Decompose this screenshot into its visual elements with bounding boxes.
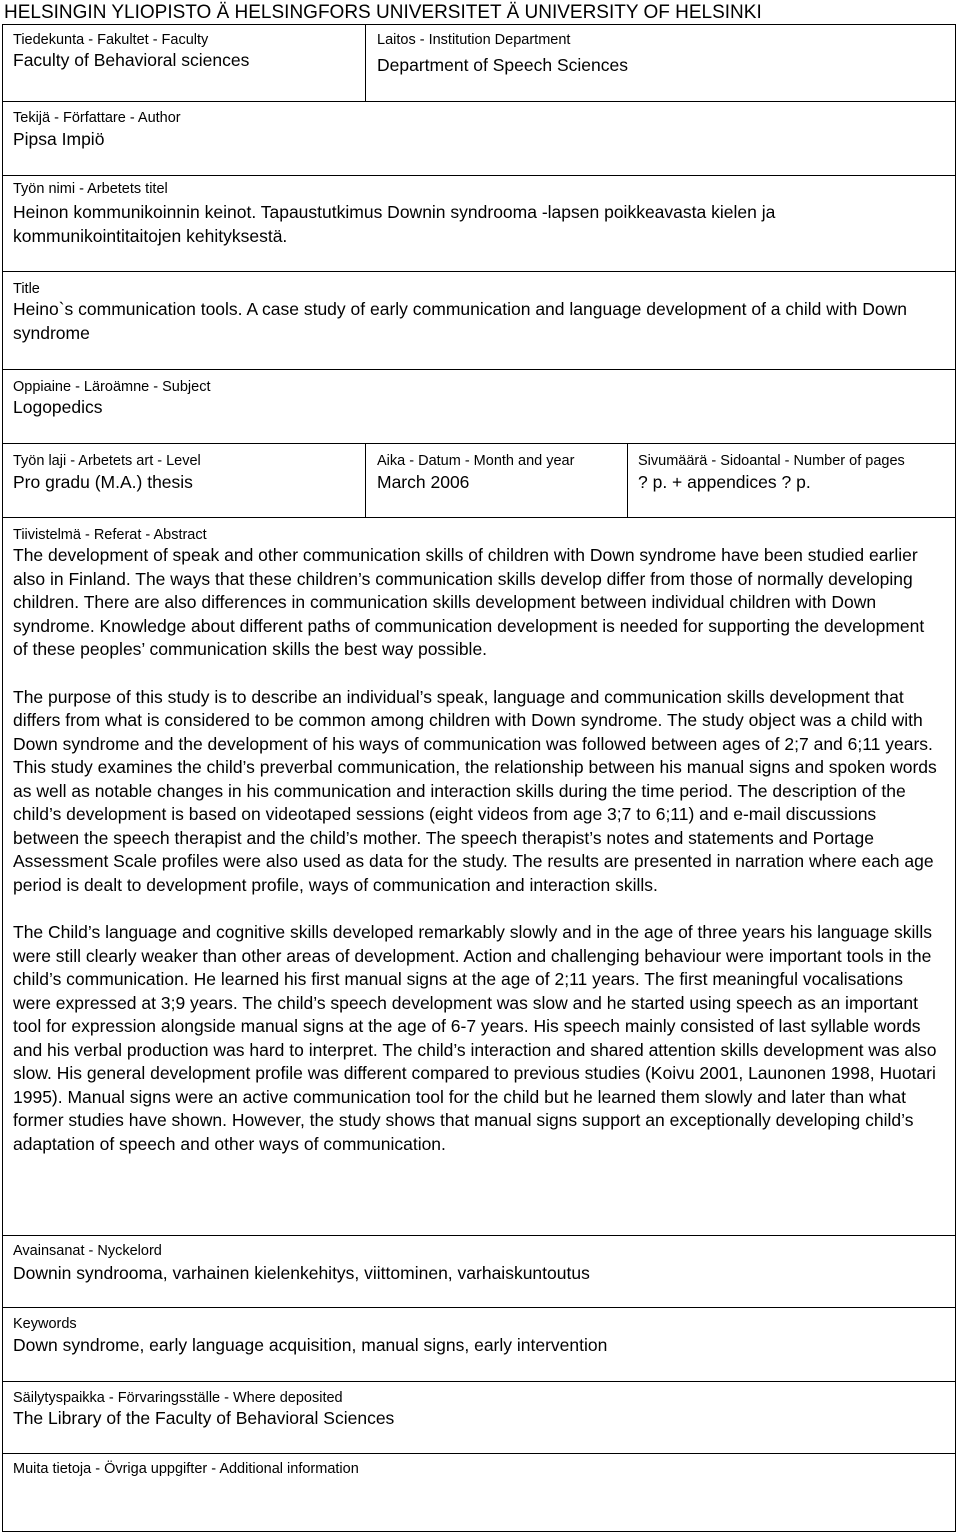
pages-label: Sivumäärä - Sidoantal - Number of pages xyxy=(638,453,905,469)
subject-value: Logopedics xyxy=(13,397,103,417)
deposited-value: The Library of the Faculty of Behavioral Sciences xyxy=(13,1408,395,1428)
title-value: Heino`s communication tools. A case study of early communication and language development of a child with Down syndrome xyxy=(13,299,907,343)
divider xyxy=(3,443,955,444)
divider xyxy=(365,443,366,517)
divider xyxy=(3,101,955,102)
abstract-paragraph: The development of speak and other communication skills of children with Down syndrome have been studied earlier also in Finland. The ways that these children’s communication skills develop differ from those of normally developing children. There are also differences in communication skills development between individual children with Down syndrome. Knowledge about different paths of communication development is needed for supporting the development of these peoples’ communication skills the best way possible. xyxy=(13,545,925,659)
title-label: Title xyxy=(13,281,40,297)
additional-info-label: Muita tietoja - Övriga uppgifter - Additional information xyxy=(13,1461,359,1477)
divider xyxy=(3,1381,955,1382)
abstract-label: Tiivistelmä - Referat - Abstract xyxy=(13,527,207,543)
faculty-label: Tiedekunta - Fakultet - Faculty xyxy=(13,32,209,48)
divider xyxy=(3,1307,955,1308)
date-label: Aika - Datum - Month and year xyxy=(377,453,575,469)
author-value: Pipsa Impiö xyxy=(13,129,105,149)
keywords-value: Down syndrome, early language acquisition, manual signs, early intervention xyxy=(13,1335,608,1355)
keywords-fi-label: Avainsanat - Nyckelord xyxy=(13,1243,162,1259)
divider xyxy=(3,369,955,370)
department-value: Department of Speech Sciences xyxy=(377,55,628,75)
abstract-body xyxy=(13,544,943,1180)
author-label: Tekijä - Författare - Author xyxy=(13,110,181,126)
keywords-fi-value: Downin syndrooma, varhainen kielenkehitys, viittominen, varhaiskuntoutus xyxy=(13,1263,590,1283)
abstract-paragraph: The purpose of this study is to describe an individual’s speak, language and communication skills development that differs from what is considered to be common among children with Down syndrome. The study object was a child with Down syndrome and the development of his ways of communication was followed between ages of 2;7 and 6;11 years. This study examines the child’s preverbal communication, the relationship between his manual signs and spoken words as well as notable changes in his communication and interaction skills during the time period. The description of the child’s development is based on videotaped sessions (eight videos from age 3;7 to 6;11) and e-mail discussions between the speech therapist and the child’s mother. The speech therapist’s notes and statements and Portage Assessment Scale profiles were also used as data for the study. The results are presented in narration where each age period is dealt to development profile, ways of communication and interaction skills. xyxy=(13,686,937,895)
divider xyxy=(3,271,955,272)
university-header: HELSINGIN YLIOPISTO Ä HELSINGFORS UNIVERSITET Ä UNIVERSITY OF HELSINKI xyxy=(4,2,762,23)
divider xyxy=(3,175,955,176)
abstract-paragraph: The Child’s language and cognitive skills developed remarkably slowly and in the age of three years his language skills were still clearly weaker than other areas of development. Action and challenging behaviour were important tools in the child’s communication. He learned his first manual signs at the age of 2;11 years. The first meaningful vocalisations were expressed at 3;9 years. The child’s speech development was slow and he started using speech as an important tool for expression alongside manual signs at the age of 6-7 years. His speech mainly consisted of last syllable words and his verbal production was hard to interpret. The child’s interaction and shared attention skills development was also slow. His general development profile was different compared to previous studies (Koivu 2001, Launonen 1998, Huotari 1995). Manual signs were an active communication tool for the child but he learned them slowly and later than what former studies have shown. However, the study shows that manual signs support an exceptionally developing child’s adaptation of speech and other ways of communication. xyxy=(13,922,937,1154)
divider xyxy=(3,1235,955,1236)
divider xyxy=(3,1453,955,1454)
pages-value: ? p. + appendices ? p. xyxy=(638,472,811,492)
date-value: March 2006 xyxy=(377,472,470,492)
subject-label: Oppiaine - Läroämne - Subject xyxy=(13,379,211,395)
work-title-value: Heinon kommunikoinnin keinot. Tapaustutkimus Downin syndrooma -lapsen poikkeavasta kielen ja kommunikointitaitojen kehityksestä. xyxy=(13,202,776,246)
deposited-label: Säilytyspaikka - Förvaringsställe - Where deposited xyxy=(13,1390,343,1406)
divider xyxy=(3,517,955,518)
department-label: Laitos - Institution Department xyxy=(377,32,571,48)
faculty-value: Faculty of Behavioral sciences xyxy=(13,50,250,70)
divider xyxy=(627,443,628,517)
level-label: Työn laji - Arbetets art - Level xyxy=(13,453,201,469)
work-title-label: Työn nimi - Arbetets titel xyxy=(13,181,168,197)
divider xyxy=(365,25,366,101)
keywords-label: Keywords xyxy=(13,1316,77,1332)
level-value: Pro gradu (M.A.) thesis xyxy=(13,472,193,492)
